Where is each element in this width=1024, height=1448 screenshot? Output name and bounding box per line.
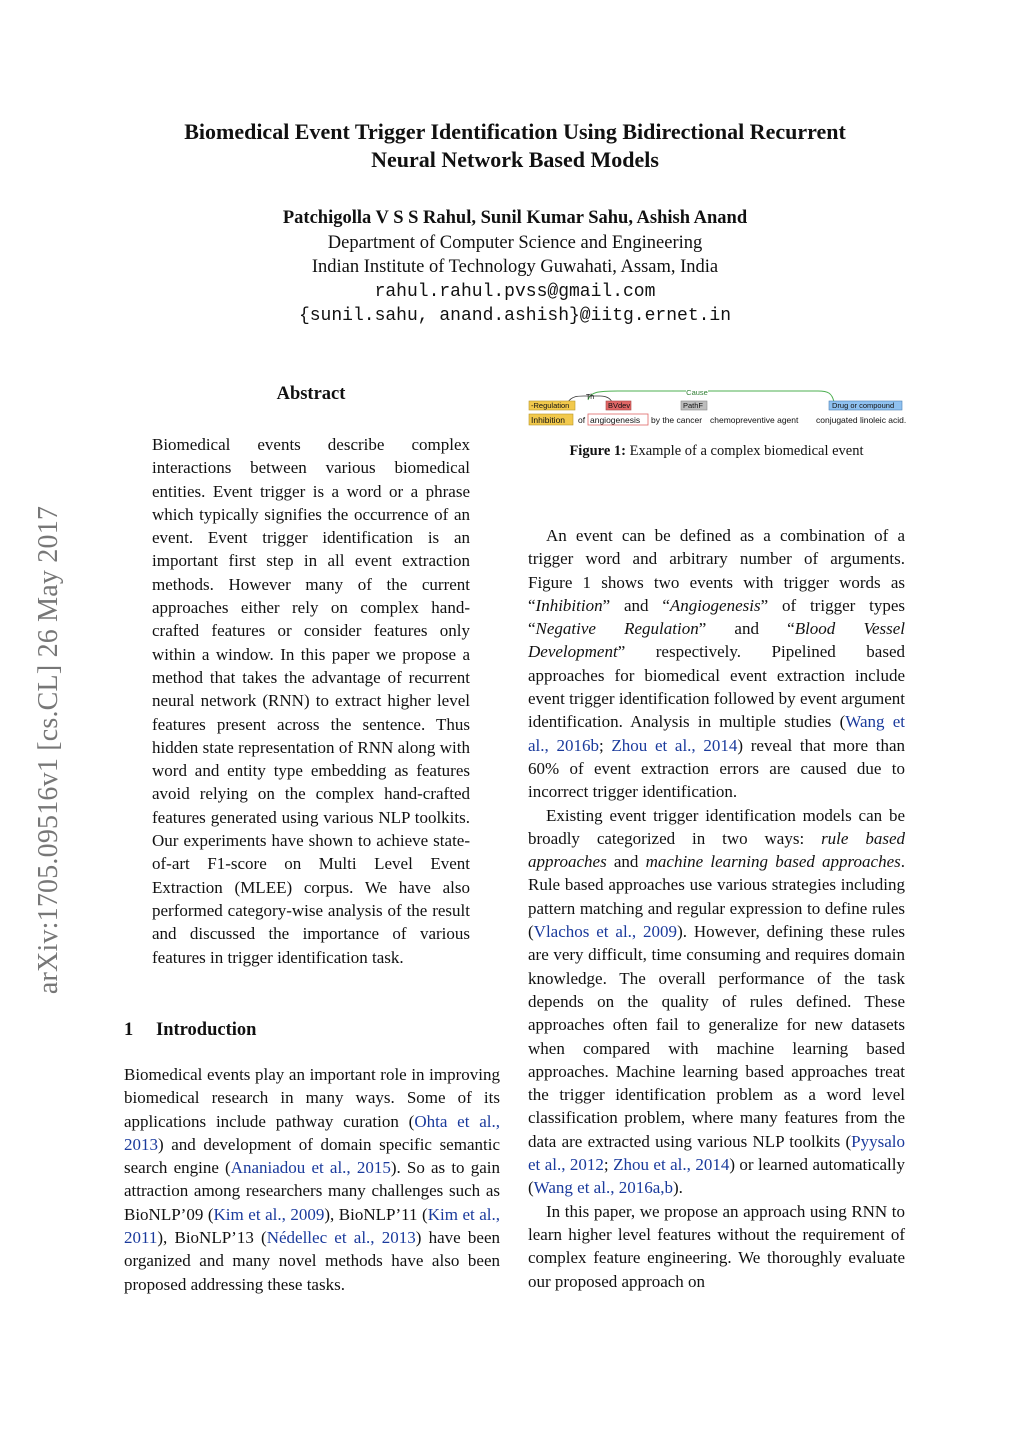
word-inhibition: Inhibition [531, 415, 566, 425]
section-title: Introduction [156, 1020, 257, 1040]
citation-link[interactable]: Wang et al., 2016a,b [533, 1178, 673, 1198]
citation-link[interactable]: Wang et al., 2016b [528, 712, 906, 755]
right-column-text [528, 524, 905, 1293]
text-run: ). However, defining these rules are very difficult, time consuming and requires domain knowledge. The overall performance of the task depends on the quality of rules defined. These approaches often fail to generalize for new datasets when compared with machine learning based approaches. Machine learning based approaches treat the trigger identification problem as a word level classification problem, where many features from the data are extracted using various NLP toolkits ( [528, 922, 905, 1151]
citation-link[interactable]: Zhou et al., 2014 [611, 735, 738, 755]
theme-label: Th [586, 394, 595, 401]
paragraph-existing-models [528, 804, 905, 1200]
word-of: of [578, 415, 586, 425]
abstract-text: Biomedical events describe complex interactions between various biomedical entities. Event trigger is a word or a phrase which typically signifies the occurrence of an event. Event trigger identification is an important first step in all event extraction methods. However many of the current approaches either rely on complex hand-crafted features or consider features only within a window. In this paper we propose a method that takes the advantage of recurrent neural network (RNN) to extract higher level features present across the sentence. Thus hidden state representation of RNN along with word and entity type embedding as features avoid relying on the complex hand-crafted features generated using various NLP toolkits. Our experiments have shown to achieve state-of-art F1-score on Multi Level Event Extraction (MLEE) corpus. We have also performed category-wise analysis of the result and discussed the importance of various features in trigger identification task. [152, 435, 470, 967]
text-run: ” respectively. Pipelined based approaches for biomedical event extraction include event trigger identification followed by event argument identification. Analysis in multiple studies ( [528, 642, 905, 732]
section-number: 1 [124, 1020, 134, 1040]
italic-term: Blood Vessel Development [528, 619, 905, 662]
paper-title [120, 118, 910, 174]
citation-link[interactable]: Zhou et al., 2014 [613, 1155, 730, 1175]
arxiv-id: arXiv:1705.09516v1 [cs.CL] 26 May 2017 [33, 505, 64, 995]
author-block [120, 206, 910, 329]
italic-term: machine learning based approaches [645, 852, 901, 872]
affiliation-department: Department of Computer Science and Engineering [327, 232, 703, 253]
text-run: ” of trigger types “ [528, 595, 905, 639]
paragraph-event-definition [528, 524, 905, 804]
intro-paragraph [124, 1063, 500, 1296]
word-by-the-cancer: by the cancer [651, 415, 703, 425]
text-run: ) and development of domain specific semantic search engine ( [124, 1134, 500, 1178]
author-names: Patchigolla V S S Rahul, Sunil Kumar Sahu, Ashish Anand [282, 208, 748, 228]
text-run: ), BioNLP’11 ( [324, 1204, 428, 1224]
text-run: ). So as to gain attraction among researchers many challenges such as BioNLP’09 ( [124, 1158, 500, 1224]
regulation-tag: -Regulation [531, 401, 570, 410]
pathf-tag: PathF [683, 401, 704, 410]
event-figure [528, 388, 920, 428]
email-primary: rahul.rahul.pvss@gmail.com [374, 281, 656, 302]
italic-term: Angiogenesis [669, 595, 761, 615]
text-run: ) or learned automatically ( [528, 1155, 905, 1198]
citation-link[interactable]: Nédellec et al., 2013 [266, 1228, 416, 1248]
italic-term: rule based approaches [528, 828, 905, 872]
citation-link[interactable]: Kim et al., 2011 [124, 1204, 501, 1248]
text-run: ” and “ [698, 619, 795, 639]
paragraph-proposal: In this paper, we propose an approach using RNN to learn higher level features without the requirement of complex feature engineering. We thoroughly evaluate our proposed approach on [528, 1201, 905, 1291]
text-run: ” and “ [602, 595, 670, 615]
caption-label: Figure 1: [569, 443, 626, 459]
word-angiogenesis: angiogenesis [590, 415, 641, 425]
text-run: ; [598, 735, 612, 755]
text-run: Existing event trigger identification models can be broadly categorized in two ways: [528, 805, 905, 848]
arxiv-stamp [14, 440, 84, 1060]
text-run: ) have been organized and many novel methods have also been proposed addressing these tasks. [124, 1228, 500, 1294]
title-line-1: Biomedical Event Trigger Identification Using Bidirectional Recurrent [184, 119, 846, 144]
text-run: . Rule based approaches use various strategies including pattern matching and regular expression to define rules ( [528, 852, 905, 942]
section-heading [124, 1020, 256, 1041]
bvdev-tag: BVdev [608, 401, 631, 410]
text-run: ), BioNLP’13 ( [157, 1228, 267, 1248]
citation-link[interactable]: Kim et al., 2009 [213, 1204, 325, 1224]
affiliation-institute: Indian Institute of Technology Guwahati, Assam, India [311, 257, 719, 277]
text-run: ; [603, 1155, 614, 1175]
citation-link[interactable]: Ananiadou et al., 2015 [230, 1158, 391, 1178]
title-line-2: Neural Network Based Models [371, 147, 659, 172]
drug-tag: Drug or compound [832, 401, 895, 410]
word-chemopreventive-agent: chemopreventive agent [710, 415, 799, 425]
email-secondary: {sunil.sahu, anand.ashish}@iitg.ernet.in [298, 306, 732, 326]
text-run: Biomedical events play an important role in improving biomedical research in many ways. Some of its applications include pathway curation ( [124, 1065, 500, 1131]
citation-link[interactable]: Ohta et al., 2013 [124, 1111, 500, 1154]
text-run: ). [672, 1178, 683, 1198]
word-conjugated-linoleic-acid: conjugated linoleic acid. [816, 415, 907, 425]
abstract-heading: Abstract [276, 384, 346, 404]
text-run: ) reveal that more than 60% of event extraction errors are caused due to incorrect trigger identification. [528, 735, 905, 802]
citation-link[interactable]: Vlachos et al., 2009 [533, 922, 678, 942]
italic-term: Negative Regulation [535, 619, 699, 639]
figure-caption [528, 443, 905, 460]
text-run: and [606, 852, 646, 872]
citation-link[interactable]: Pyysalo et al., 2012 [528, 1131, 905, 1175]
cause-label: Cause [686, 388, 708, 397]
italic-term: Inhibition [535, 595, 603, 615]
intro-p1 [124, 1063, 500, 1296]
caption-text: Example of a complex biomedical event [629, 443, 864, 459]
text-run: An event can be defined as a combination of a trigger word and arbitrary number of arguments. Figure 1 shows two events with trigger words as “ [528, 526, 905, 615]
